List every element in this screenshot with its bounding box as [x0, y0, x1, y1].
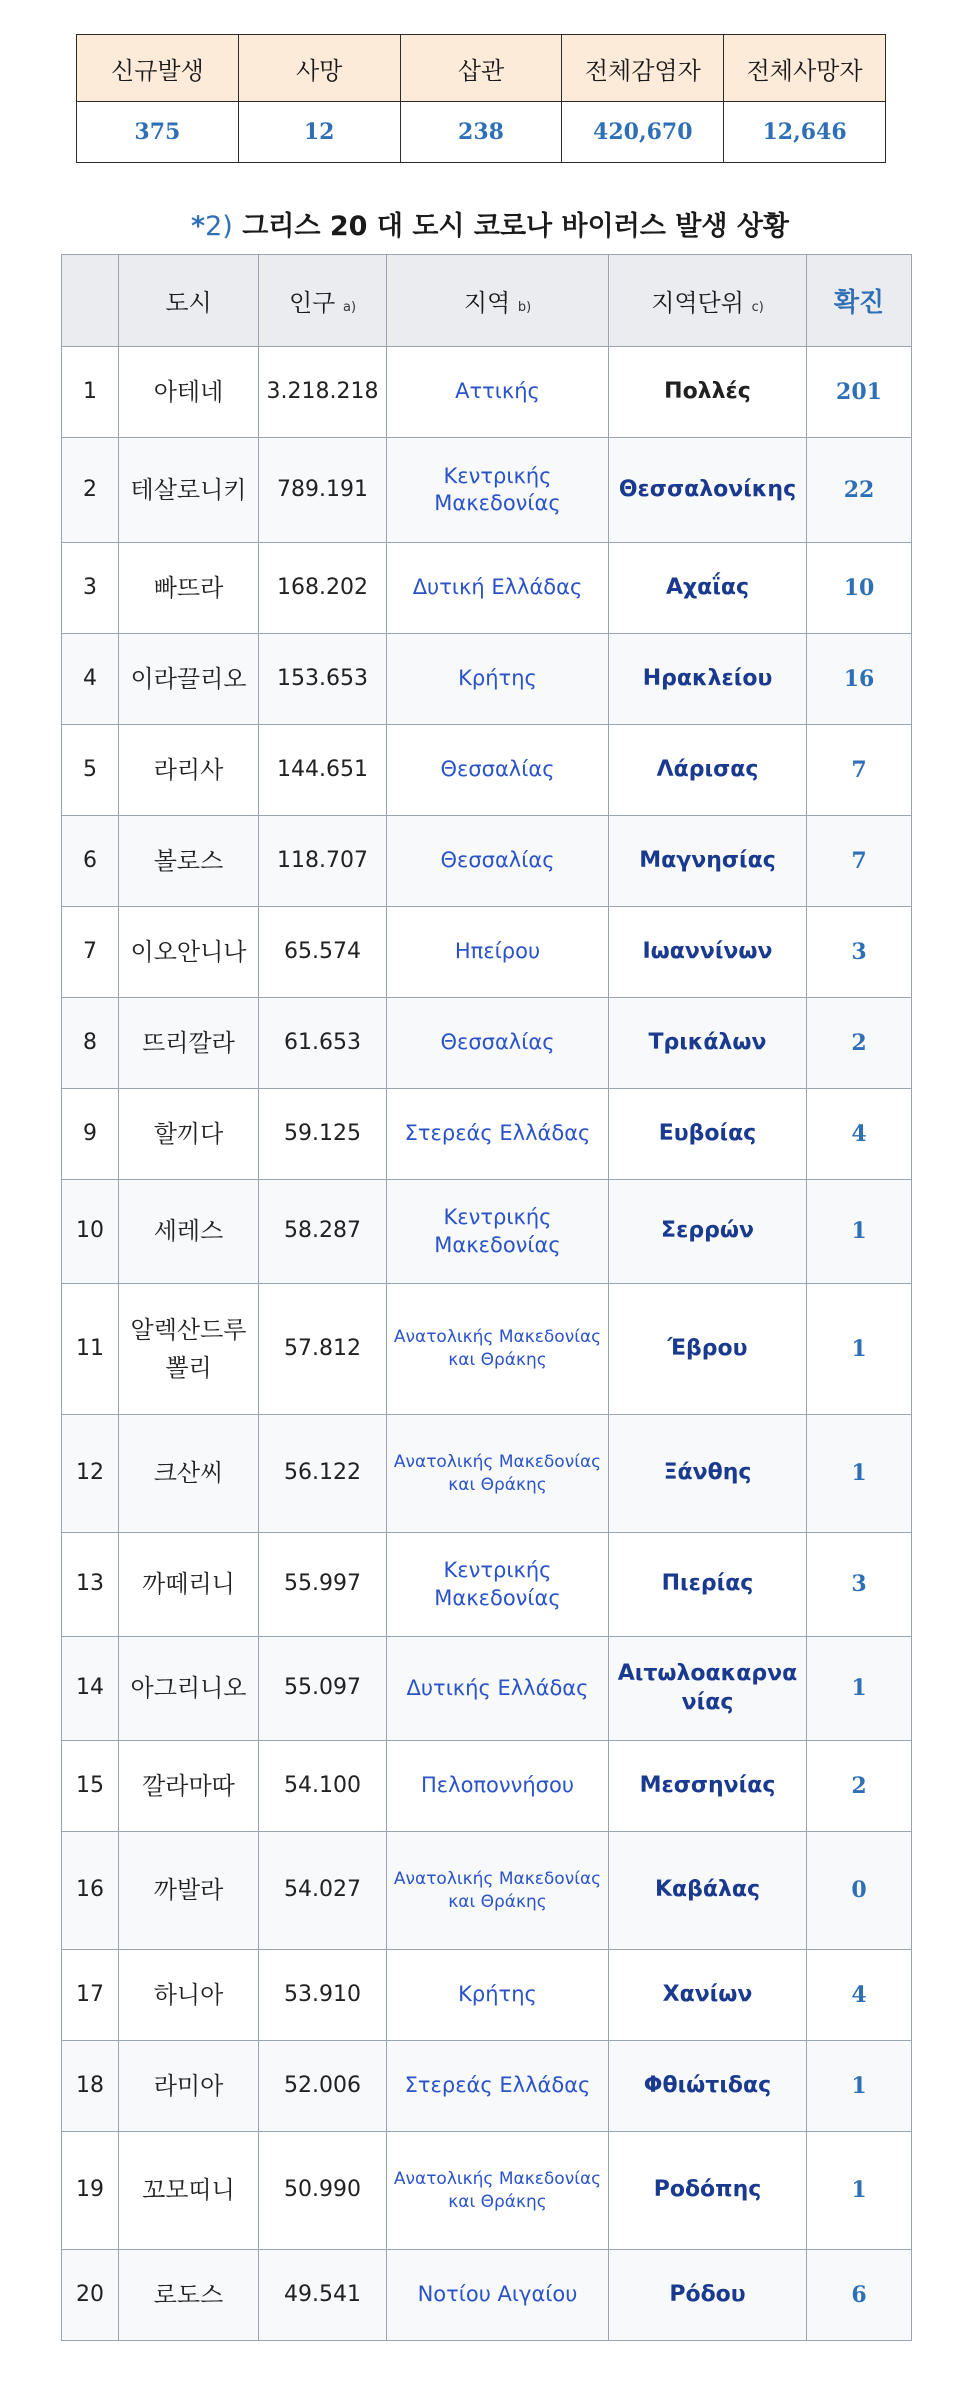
table-row	[62, 1832, 912, 1950]
cell-unit[interactable]: Σερρών	[609, 1180, 807, 1284]
table-row	[62, 907, 912, 998]
cell-rank: 6	[62, 816, 119, 907]
header-rank	[62, 255, 119, 347]
cell-rank: 10	[62, 1180, 119, 1284]
cell-confirmed: 1	[807, 2041, 912, 2132]
header-unit	[609, 255, 807, 347]
cell-unit[interactable]: Θεσσαλονίκης	[609, 438, 807, 543]
cell-unit[interactable]: Ρόδου	[609, 2250, 807, 2341]
cell-city: 깔라마따	[119, 1741, 259, 1832]
table-row	[62, 1180, 912, 1284]
cell-city: 하니아	[119, 1950, 259, 2041]
cell-confirmed: 3	[807, 907, 912, 998]
cell-unit[interactable]: Καβάλας	[609, 1832, 807, 1950]
cell-city: 아그리니오	[119, 1637, 259, 1741]
cell-unit[interactable]: Αιτωλοακαρνανίας	[609, 1637, 807, 1741]
table-caption	[0, 204, 980, 243]
cell-confirmed: 1	[807, 1284, 912, 1415]
cell-confirmed: 7	[807, 725, 912, 816]
cell-confirmed: 16	[807, 634, 912, 725]
cell-city: 뜨리깔라	[119, 998, 259, 1089]
cell-population: 56.122	[259, 1415, 387, 1533]
table-row	[62, 1741, 912, 1832]
table-row	[62, 634, 912, 725]
cell-population: 52.006	[259, 2041, 387, 2132]
cell-rank: 3	[62, 543, 119, 634]
cell-city: 이오안니나	[119, 907, 259, 998]
cell-rank: 11	[62, 1284, 119, 1415]
cell-confirmed: 7	[807, 816, 912, 907]
cell-rank: 18	[62, 2041, 119, 2132]
cell-population: 57.812	[259, 1284, 387, 1415]
cell-population: 153.653	[259, 634, 387, 725]
cell-population: 49.541	[259, 2250, 387, 2341]
cell-region[interactable]: Θεσσαλίας	[387, 998, 609, 1089]
cell-unit[interactable]: Έβρου	[609, 1284, 807, 1415]
table-row	[62, 1950, 912, 2041]
cell-rank: 7	[62, 907, 119, 998]
cell-population: 54.100	[259, 1741, 387, 1832]
cell-population: 3.218.218	[259, 347, 387, 438]
table-row	[62, 2041, 912, 2132]
cell-rank: 16	[62, 1832, 119, 1950]
cell-population: 789.191	[259, 438, 387, 543]
cell-confirmed: 10	[807, 543, 912, 634]
summary-value-total-infected: 420,670	[562, 102, 724, 163]
cell-region[interactable]: Κρήτης	[387, 634, 609, 725]
summary-value-total-deaths: 12,646	[724, 102, 886, 163]
cell-confirmed: 3	[807, 1533, 912, 1637]
cell-rank: 15	[62, 1741, 119, 1832]
cell-region[interactable]: Κεντρικής Μακεδονίας	[387, 438, 609, 543]
table-row	[62, 438, 912, 543]
summary-values-row	[77, 102, 886, 163]
cell-city: 할끼다	[119, 1089, 259, 1180]
cell-confirmed: 2	[807, 998, 912, 1089]
cell-confirmed: 4	[807, 1950, 912, 2041]
table-row	[62, 1089, 912, 1180]
summary-header-new-cases: 신규발생	[77, 35, 239, 102]
table-row	[62, 1637, 912, 1741]
cell-region[interactable]: Θεσσαλίας	[387, 816, 609, 907]
cell-confirmed: 1	[807, 1415, 912, 1533]
summary-value-new-cases: 375	[77, 102, 239, 163]
cell-rank: 9	[62, 1089, 119, 1180]
cell-region[interactable]: Κεντρικής Μακεδονίας	[387, 1533, 609, 1637]
header-region-note: b)	[517, 300, 532, 315]
cell-city: 알렉산드루뽈리	[119, 1284, 259, 1415]
table-row	[62, 1415, 912, 1533]
cell-region[interactable]: Ανατολικής Μακεδονίας και Θράκης	[387, 2132, 609, 2250]
cell-unit[interactable]: Μεσσηνίας	[609, 1741, 807, 1832]
summary-table	[76, 34, 886, 163]
cell-city: 라리사	[119, 725, 259, 816]
summary-header-intubated: 삽관	[400, 35, 562, 102]
table-row	[62, 725, 912, 816]
cell-confirmed: 1	[807, 2132, 912, 2250]
cell-city: 이라끌리오	[119, 634, 259, 725]
cell-city: 까떼리니	[119, 1533, 259, 1637]
header-unit-note: c)	[751, 300, 764, 315]
cell-rank: 17	[62, 1950, 119, 2041]
cell-population: 54.027	[259, 1832, 387, 1950]
cell-unit[interactable]: Ιωαννίνων	[609, 907, 807, 998]
cell-region[interactable]: Δυτική Ελλάδας	[387, 543, 609, 634]
cell-unit[interactable]: Ξάνθης	[609, 1415, 807, 1533]
cell-unit[interactable]: Λάρισας	[609, 725, 807, 816]
cell-city: 까발라	[119, 1832, 259, 1950]
header-unit-label: 지역단위	[651, 289, 744, 317]
cell-population: 53.910	[259, 1950, 387, 2041]
city-table	[61, 254, 912, 2341]
cell-region[interactable]: Στερεάς Ελλάδας	[387, 1089, 609, 1180]
table-row	[62, 347, 912, 438]
cell-confirmed: 6	[807, 2250, 912, 2341]
cell-unit[interactable]: Τρικάλων	[609, 998, 807, 1089]
cell-region[interactable]: Νοτίου Αιγαίου	[387, 2250, 609, 2341]
cell-rank: 8	[62, 998, 119, 1089]
cell-city: 로도스	[119, 2250, 259, 2341]
header-confirmed: 확진	[807, 255, 912, 347]
summary-header-deaths: 사망	[238, 35, 400, 102]
cell-unit: Πολλές	[609, 347, 807, 438]
cell-city: 세레스	[119, 1180, 259, 1284]
cell-confirmed: 1	[807, 1637, 912, 1741]
cell-confirmed: 1	[807, 1180, 912, 1284]
header-region	[387, 255, 609, 347]
summary-header-row	[77, 35, 886, 102]
cell-population: 50.990	[259, 2132, 387, 2250]
summary-header-total-deaths: 전체사망자	[724, 35, 886, 102]
cell-unit[interactable]: Χανίων	[609, 1950, 807, 2041]
cell-confirmed: 4	[807, 1089, 912, 1180]
cell-confirmed: 0	[807, 1832, 912, 1950]
cell-rank: 20	[62, 2250, 119, 2341]
cell-city: 볼로스	[119, 816, 259, 907]
cell-city: 라미아	[119, 2041, 259, 2132]
header-population	[259, 255, 387, 347]
cell-population: 61.653	[259, 998, 387, 1089]
cell-unit[interactable]: Πιερίας	[609, 1533, 807, 1637]
caption-footnote-marker: 2)	[205, 211, 233, 242]
caption-asterisk: *	[190, 211, 206, 242]
city-table-body	[62, 347, 912, 2341]
cell-city: 아테네	[119, 347, 259, 438]
cell-unit[interactable]: Φθιώτιδας	[609, 2041, 807, 2132]
cell-confirmed: 22	[807, 438, 912, 543]
cell-region[interactable]: Δυτικής Ελλάδας	[387, 1637, 609, 1741]
caption-text: 그리스 20 대 도시 코로나 바이러스 발생 상황	[232, 211, 789, 242]
cell-city: 꼬모띠니	[119, 2132, 259, 2250]
cell-confirmed: 201	[807, 347, 912, 438]
header-region-label: 지역	[463, 289, 511, 317]
cell-region[interactable]: Στερεάς Ελλάδας	[387, 2041, 609, 2132]
cell-population: 55.097	[259, 1637, 387, 1741]
cell-unit[interactable]: Ευβοίας	[609, 1089, 807, 1180]
cell-population: 65.574	[259, 907, 387, 998]
cell-rank: 2	[62, 438, 119, 543]
cell-region[interactable]: Ανατολικής Μακεδονίας και Θράκης	[387, 1284, 609, 1415]
cell-region[interactable]: Ηπείρου	[387, 907, 609, 998]
cell-population: 55.997	[259, 1533, 387, 1637]
summary-value-deaths: 12	[238, 102, 400, 163]
cell-rank: 14	[62, 1637, 119, 1741]
table-row	[62, 1284, 912, 1415]
table-row	[62, 816, 912, 907]
table-row	[62, 998, 912, 1089]
cell-rank: 4	[62, 634, 119, 725]
cell-population: 118.707	[259, 816, 387, 907]
cell-population: 144.651	[259, 725, 387, 816]
cell-confirmed: 2	[807, 1741, 912, 1832]
cell-population: 59.125	[259, 1089, 387, 1180]
table-row	[62, 543, 912, 634]
city-table-header-row	[62, 255, 912, 347]
cell-unit[interactable]: Ροδόπης	[609, 2132, 807, 2250]
cell-region[interactable]: Πελοποννήσου	[387, 1741, 609, 1832]
cell-unit[interactable]: Ηρακλείου	[609, 634, 807, 725]
cell-rank: 1	[62, 347, 119, 438]
cell-rank: 13	[62, 1533, 119, 1637]
table-row	[62, 2132, 912, 2250]
cell-region[interactable]: Κρήτης	[387, 1950, 609, 2041]
cell-city: 크산씨	[119, 1415, 259, 1533]
cell-city: 빠뜨라	[119, 543, 259, 634]
cell-region[interactable]: Θεσσαλίας	[387, 725, 609, 816]
cell-region[interactable]: Κεντρικής Μακεδονίας	[387, 1180, 609, 1284]
cell-rank: 12	[62, 1415, 119, 1533]
cell-rank: 5	[62, 725, 119, 816]
header-population-label: 인구	[288, 289, 336, 317]
cell-unit[interactable]: Αχαΐας	[609, 543, 807, 634]
table-row	[62, 2250, 912, 2341]
header-population-note: a)	[342, 300, 357, 315]
cell-region[interactable]: Αττικής	[387, 347, 609, 438]
cell-region[interactable]: Ανατολικής Μακεδονίας και Θράκης	[387, 1415, 609, 1533]
cell-population: 58.287	[259, 1180, 387, 1284]
cell-population: 168.202	[259, 543, 387, 634]
cell-rank: 19	[62, 2132, 119, 2250]
header-city: 도시	[119, 255, 259, 347]
summary-header-total-infected: 전체감염자	[562, 35, 724, 102]
cell-region[interactable]: Ανατολικής Μακεδονίας και Θράκης	[387, 1832, 609, 1950]
cell-unit[interactable]: Μαγνησίας	[609, 816, 807, 907]
table-row	[62, 1533, 912, 1637]
summary-value-intubated: 238	[400, 102, 562, 163]
cell-city: 테살로니키	[119, 438, 259, 543]
